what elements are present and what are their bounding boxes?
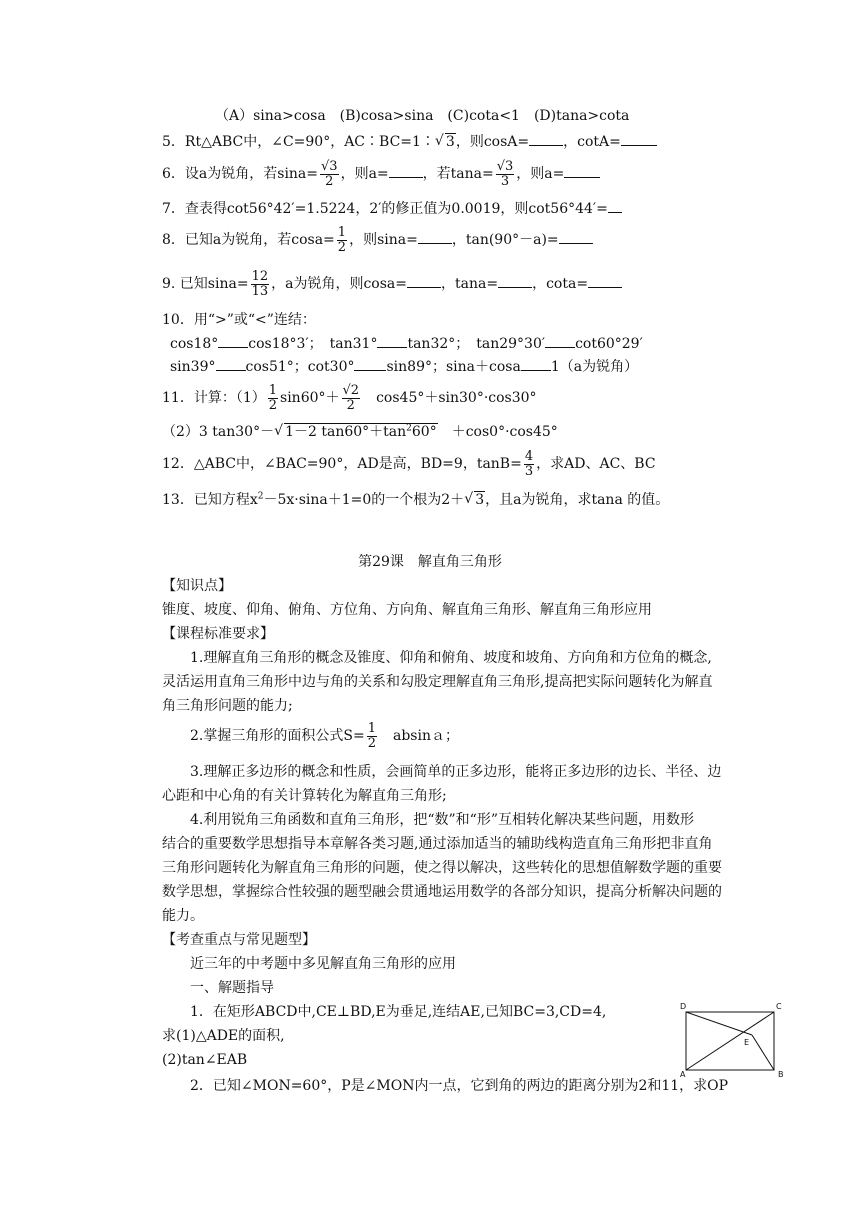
- q6-text-a: 6．设a为锐角，若sina=: [162, 166, 319, 182]
- sqrt-3: √ 3: [464, 490, 485, 510]
- std2-text-b: absinａ；: [392, 728, 459, 744]
- q10-l1-c: tan32°； tan29°30′: [407, 336, 546, 352]
- fraction: $\frac{√3}{2}$: [321, 158, 338, 189]
- fraction: $\frac{1}{2}$: [337, 224, 347, 255]
- standard-3-line-2: 心距和中心角的有关计算转化为解直角三角形;: [162, 788, 447, 804]
- question-8: [162, 222, 593, 258]
- problem-1-line-1: 1．在矩形ABCD中,CE⊥BD,E为垂足,连结AE,已知BC=3,CD=4,: [190, 1004, 607, 1020]
- answer-blank: [216, 356, 246, 371]
- standard-1-line-3: 角三角形问题的能力;: [162, 698, 293, 714]
- q10-l1-d: cot60°29′: [575, 336, 643, 352]
- diagonal-bd: [686, 1012, 774, 1070]
- question-6: [162, 156, 600, 192]
- label-d: D: [680, 1002, 687, 1011]
- knowledge-text: 锥度、坡度、仰角、俯角、方位角、方向角、解直角三角形、解直角三角形应用: [162, 602, 652, 618]
- rectangle-figure: [678, 1002, 788, 1080]
- question-9: [162, 266, 622, 302]
- q11-text-a: 11．计算：（1）: [162, 390, 266, 406]
- std2-text-a: 2.掌握三角形的面积公式S=: [190, 728, 365, 744]
- heading-knowledge: 【知识点】: [162, 578, 232, 594]
- q8-text-b: ，则sina=: [349, 232, 418, 248]
- question-5: [162, 131, 657, 152]
- answer-blank: [389, 163, 423, 178]
- question-11: [162, 380, 537, 416]
- label-b: B: [778, 1070, 784, 1079]
- label-e: E: [744, 1038, 750, 1047]
- question-11-part-2: [162, 422, 558, 442]
- q13-text-b: －5x·sina＋1=0的一个根为2＋: [263, 492, 465, 508]
- q5-text-a: 5．Rt△ABC中，∠C=90°，AC∶BC=1∶: [162, 134, 435, 150]
- standard-2: [190, 718, 459, 754]
- q10-l2-a: sin39°: [170, 359, 216, 375]
- question-12: [162, 446, 656, 482]
- answer-blank: [498, 273, 532, 288]
- answer-blank: [354, 356, 386, 371]
- q11-text-c: cos45°＋sin30°·cos30°: [376, 390, 537, 406]
- answer-blank: [529, 131, 563, 146]
- standard-4-line-4: 数学思想，掌握综合性较强的题型融会贯通地运用数学的各部分知识，提高分析解决问题的: [162, 884, 722, 900]
- q11-text-b: sin60°＋: [280, 390, 340, 406]
- problem-2: 2．已知∠MON=60°，P是∠MON内一点，它到角的两边的距离分别为2和11，求OP: [190, 1078, 729, 1094]
- question-7: [162, 198, 622, 219]
- q12-text-b: ，求AD、AC、BC: [536, 456, 656, 472]
- question-10-line-2: [170, 356, 638, 377]
- standard-4-line-5: 能力。: [162, 908, 204, 924]
- answer-blank: [418, 229, 452, 244]
- q9-text-c: ，tana=: [441, 276, 499, 292]
- q8-text-a: 8．已知a为锐角，若cosa=: [162, 232, 335, 248]
- q7-text: 7．查表得cot56°42′=1.5224，2′的修正值为0.0019，则cot56°44′=: [162, 201, 608, 217]
- q6-text-e: ，则a=: [516, 166, 565, 182]
- q5-text-c: ，cotA=: [563, 134, 621, 150]
- standard-1-line-2: 灵活运用直角三角形中边与角的关系和勾股定理解直角三角形,提高把实际问题转化为解直: [162, 674, 713, 690]
- segment-ae: [686, 1012, 752, 1035]
- answer-blank: [588, 273, 622, 288]
- fraction: $\frac{√2}{2}$: [342, 382, 360, 413]
- q10-l2-c: sin89°；sina＋cosa: [386, 359, 521, 375]
- q5-text-b: ，则cosA=: [455, 134, 530, 150]
- q4-options: （A）sina>cosa (B)cosa>sina (C)cota<1 (D)tana>cota: [215, 108, 630, 124]
- problem-1-line-3: (2)tan∠EAB: [162, 1052, 248, 1068]
- standard-4-line-2: 结合的重要数学思想指导本章解各类习题,通过添加适当的辅助线构造直角三角形把非直角: [162, 836, 713, 852]
- q10-l1-a: cos18°: [170, 336, 219, 352]
- label-a: A: [680, 1070, 686, 1079]
- standard-4-line-1: 4.利用锐角三角函数和直角三角形，把“数”和“形”互相转化解决某些问题，用数形: [190, 812, 694, 828]
- standard-3-line-1: 3.理解正多边形的概念和性质，会画简单的正多边形，能将正多边形的边长、半径、边: [190, 764, 722, 780]
- answer-blank: [218, 333, 248, 348]
- q10-l2-b: cos51°；cot30°: [245, 359, 355, 375]
- answer-blank: [564, 163, 600, 178]
- fraction: $\frac{1}{2}$: [268, 382, 278, 413]
- q12-text-a: 12．△ABC中，∠BAC=90°，AD是高，BD=9，tanB=: [162, 456, 522, 472]
- question-13: 13．已知方程$x^2-5x\cdot\sin a+1=0$的一个根为2＋√ 3，且a为锐角，求tana 的值。: [162, 490, 669, 510]
- answer-blank: [621, 131, 657, 146]
- q9-text-a: 9. 已知sina=: [162, 276, 249, 292]
- answer-blank: [521, 356, 551, 371]
- label-c: C: [776, 1002, 782, 1011]
- heading-standard: 【课程标准要求】: [162, 626, 274, 642]
- exam-text: 近三年的中考题中多见解直角三角形的应用: [190, 956, 456, 972]
- answer-blank: [559, 229, 593, 244]
- sqrt-expression: √ 1－2 $\tan 60^\circ+\tan^260^\circ$: [274, 422, 438, 442]
- standard-4-line-3: 三角形问题转化为解直角三角形的问题，使之得以解决，这些转化的思想值解数学题的重要: [162, 860, 722, 876]
- q10-l2-d: 1（a为锐角）: [550, 359, 639, 375]
- answer-blank: [608, 198, 622, 213]
- q9-text-e: ，cota=: [532, 276, 589, 292]
- heading-exam: 【考查重点与常见题型】: [162, 932, 316, 948]
- q11-2-text-a: （2）3 tan30°－: [162, 424, 275, 440]
- sqrt-3: √ 3: [435, 132, 456, 152]
- rectangle-diagram: [678, 1002, 788, 1080]
- problem-1-line-2: 求(1)△ADE的面积,: [162, 1028, 285, 1044]
- fraction: $\frac{1}{2}$: [367, 720, 376, 751]
- q13-text-a: 13．已知方程x: [162, 492, 258, 508]
- fraction: $\frac{√3}{3}$: [496, 158, 514, 189]
- standard-1-line-1: 1.理解直角三角形的概念及锥度、仰角和俯角、坡度和坡角、方向角和方位角的概念,: [190, 650, 712, 666]
- q9-text-b: ，a为锐角，则cosa=: [271, 276, 408, 292]
- fraction: $\frac{12}{13}$: [251, 268, 269, 299]
- answer-blank: [545, 333, 575, 348]
- q13-text-c: ，且a为锐角，求tana 的值。: [485, 492, 670, 508]
- q8-text-c: ，tan(90°－a)=: [451, 232, 559, 248]
- q6-text-b: ，则a=: [340, 166, 389, 182]
- question-10-title: 10．用“>”或“<”连结：: [162, 312, 316, 328]
- question-10-line-1: [170, 333, 643, 354]
- q6-text-c: ，若tana=: [422, 166, 494, 182]
- guide-title: 一、解题指导: [190, 980, 274, 996]
- answer-blank: [407, 273, 441, 288]
- segment-ce: [752, 1035, 774, 1070]
- answer-blank: [377, 333, 407, 348]
- q11-2-text-b: ＋cos0°·cos45°: [451, 424, 558, 440]
- fraction: $\frac{4}{3}$: [524, 448, 534, 479]
- q10-l1-b: cos18°3′； tan31°: [248, 336, 378, 352]
- lesson-title: 第29课 解直角三角形: [358, 554, 502, 570]
